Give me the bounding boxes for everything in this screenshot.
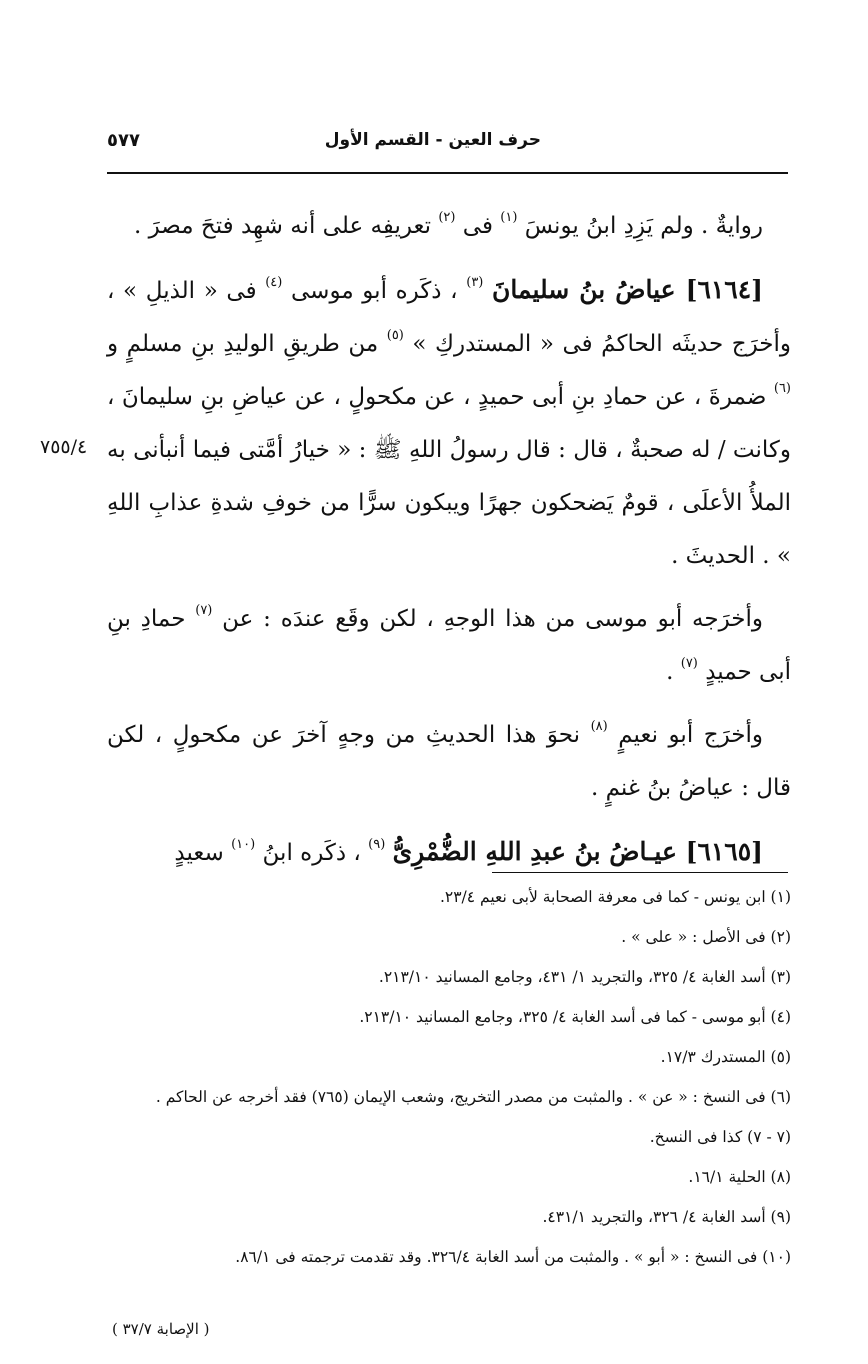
footnote-separator xyxy=(492,872,788,873)
text-run: فى xyxy=(462,213,493,239)
main-text xyxy=(107,200,791,890)
paragraph-4 xyxy=(107,709,791,815)
footnote-marker: (٤) xyxy=(265,275,283,290)
text-run: وأخرَجه أبو موسى من هذا الوجهِ ، لكن وقَع عندَه : عن xyxy=(222,606,763,632)
footnote-marker: (٩) xyxy=(368,837,386,852)
paragraph-1 xyxy=(107,200,791,253)
text-run: ، ذكَره أبو موسى xyxy=(291,278,458,304)
footnote-7: (٧ - ٧) كذا فى النسخ. xyxy=(649,1128,791,1146)
text-run: فى « الذيلِ » ، وأخرَج حديثَه الحاكمُ فى « المستدركِ » xyxy=(107,278,791,357)
page-number: ٥٧٧ xyxy=(107,130,140,151)
footnote-5: (٥) المستدرك ١٧/٣. xyxy=(660,1048,791,1066)
footnote-marker: (٨) xyxy=(590,719,608,734)
footnote-3: (٣) أسد الغابة ٤/ ٣٢٥، والتجريد ١/ ٤٣١، وجامع المسانيد ٢١٣/١٠. xyxy=(378,968,791,986)
footnote-marker: (١٠) xyxy=(231,837,256,852)
footnote-marker: (٧) xyxy=(195,603,213,618)
footnote-marker: (٥) xyxy=(386,328,404,343)
text-run: ضمرةَ ، عن حمادِ بنِ أبى حميدٍ ، عن مكحولٍ ، عن عياضِ بنِ سليمانَ ، وكانت / له صحبةٌ ، قال : قال رسولُ اللهِ ﷺ : « خيارُ أمَّتى فيما أنبأنى به الملأُ الأعلَى ، قومٌ يَضحكون جهرًا ويبكون سرًّا من خوفِ شدةِ عذابِ اللهِ » . الحديثَ . xyxy=(107,384,791,569)
footnote-marker: (٧) xyxy=(680,656,698,671)
text-run: حمادِ بنِ أبى حميدٍ xyxy=(107,606,791,685)
text-run: روايةٌ . ولم يَزِدِ ابنُ يونسَ xyxy=(524,213,763,239)
footnote-10: (١٠) فى النسخ : « أبو » . والمثبت من أسد الغابة ٣٢٦/٤. وقد تقدمت ترجمته فى ٨٦/١. xyxy=(235,1248,791,1266)
footnote-marker: (٢) xyxy=(438,210,456,225)
footnote-6: (٦) فى النسخ : « عن » . والمثبت من مصدر التخريج، وشعب الإيمان (٧٦٥) فقد أخرجه عن الحاكم . xyxy=(155,1088,791,1106)
footnote-8: (٨) الحلية ١٦/١. xyxy=(688,1168,791,1186)
text-run: تعريفِه على أنه شهِد فتحَ مصرَ . xyxy=(133,213,432,239)
entry-6164 xyxy=(107,263,791,583)
signature-reference: ( الإصابة ٣٧/٧ ) xyxy=(112,1320,210,1338)
entry-heading: [٦١٦٥] عيـاضُ بنُ عبدِ اللهِ الضُّمْرِىُّ xyxy=(392,837,763,866)
footnote-2: (٢) فى الأصل : « على » . xyxy=(621,928,791,946)
footnote-marker: (٣) xyxy=(466,275,484,290)
entry-heading: [٦١٦٤] عياضُ بنُ سليمانَ xyxy=(492,275,763,304)
text-run: سعيدٍ xyxy=(174,840,224,866)
paragraph-3 xyxy=(107,593,791,699)
footnotes xyxy=(107,884,791,1284)
header-title: حرف العين - القسم الأول xyxy=(324,130,541,150)
footnote-9: (٩) أسد الغابة ٤/ ٣٢٦، والتجريد ٤٣١/١. xyxy=(542,1208,791,1226)
text-run: . xyxy=(666,659,674,685)
text-run: وأخرَج أبو نعيمٍ xyxy=(618,722,764,748)
margin-reference: ٧٥٥/٤ xyxy=(40,436,88,458)
footnote-1: (١) ابن يونس - كما فى معرفة الصحابة لأبى نعيم ٢٣/٤. xyxy=(439,888,791,906)
header-rule xyxy=(107,172,788,174)
text-run: نحوَ هذا الحديثِ من وجهٍ آخرَ عن مكحولٍ ، لكن قال : عياضُ بنُ غنمٍ . xyxy=(107,722,791,801)
running-header xyxy=(107,126,783,166)
text-run: ، ذكَره ابنُ xyxy=(262,840,361,866)
footnote-marker: (١) xyxy=(500,210,518,225)
footnote-4: (٤) أبو موسى - كما فى أسد الغابة ٤/ ٣٢٥، وجامع المسانيد ٢١٣/١٠. xyxy=(359,1008,791,1026)
footnote-marker: (٦) xyxy=(773,381,791,396)
text-run: من طريقِ الوليدِ بنِ مسلمٍ و xyxy=(107,331,379,357)
